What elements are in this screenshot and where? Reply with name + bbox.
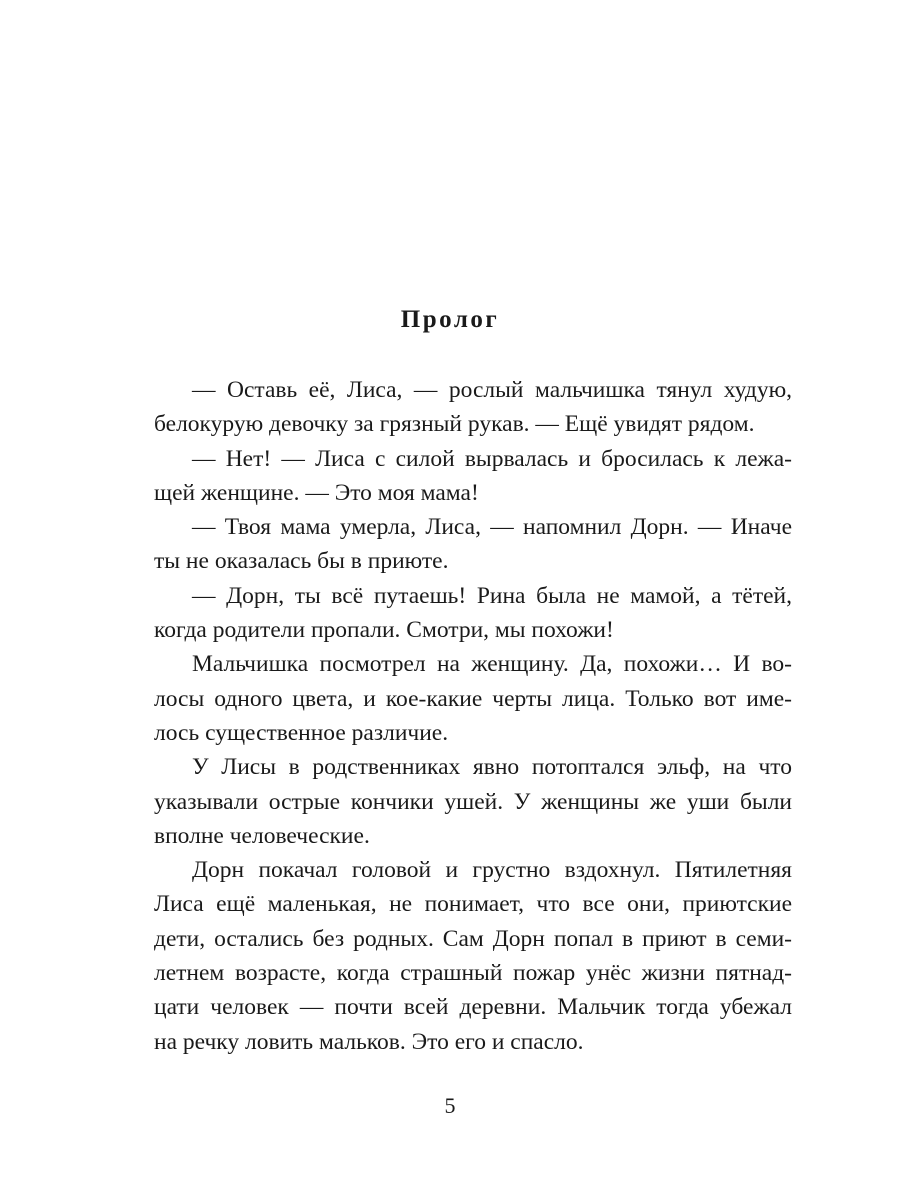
text-line: на речку ловить мальков. Это его и спасло. [154, 1028, 584, 1055]
text-line: цати человек — почти всей деревни. Мальчик тогда убежал [154, 994, 792, 1021]
paragraph [154, 647, 792, 750]
text-line: У Лисы в родственниках явно потоптался эльф, на что [192, 754, 792, 781]
text-line: щей женщине. — Это моя мама! [154, 479, 479, 506]
text-line: Мальчишка посмотрел на женщину. Да, похожи… И во- [192, 651, 792, 678]
text-line: Лиса ещё маленькая, не понимает, что все они, приютские [154, 891, 792, 918]
paragraph [154, 750, 792, 853]
paragraph [154, 373, 792, 442]
text-line: Дорн покачал головой и грустно вздохнул. Пятилетняя [192, 857, 792, 884]
text-line: — Дорн, ты всё путаешь! Рина была не мамой, а тётей, [192, 582, 792, 609]
text-line: летнем возрасте, когда страшный пожар унёс жизни пятнад- [154, 960, 792, 987]
text-line: лось существенное различие. [154, 719, 449, 746]
paragraph [154, 853, 792, 1059]
body-text [154, 373, 792, 1059]
text-line: дети, остались без родных. Сам Дорн попал в приют в семи- [154, 925, 792, 952]
text-line: лосы одного цвета, и кое-какие черты лица. Только вот име- [154, 685, 792, 712]
text-line: — Нет! — Лиса с силой вырвалась и бросилась к лежа- [192, 445, 792, 472]
chapter-title: Пролог [400, 306, 500, 333]
text-line: когда родители пропали. Смотри, мы похожи! [154, 617, 614, 644]
text-line: белокурую девочку за грязный рукав. — Ещё увидят рядом. [154, 411, 755, 438]
paragraph [154, 442, 792, 511]
text-line: — Твоя мама умерла, Лиса, — напомнил Дорн. — Иначе [192, 514, 792, 541]
text-line: вполне человеческие. [154, 822, 370, 849]
paragraph [154, 510, 792, 579]
paragraph [154, 579, 792, 648]
text-line: указывали острые кончики ушей. У женщины же уши были [154, 788, 792, 815]
page-number: 5 [444, 1093, 456, 1118]
text-line: — Оставь её, Лиса, — рослый мальчишка тянул худую, [192, 377, 792, 403]
text-line: ты не оказалась бы в приюте. [154, 548, 449, 575]
